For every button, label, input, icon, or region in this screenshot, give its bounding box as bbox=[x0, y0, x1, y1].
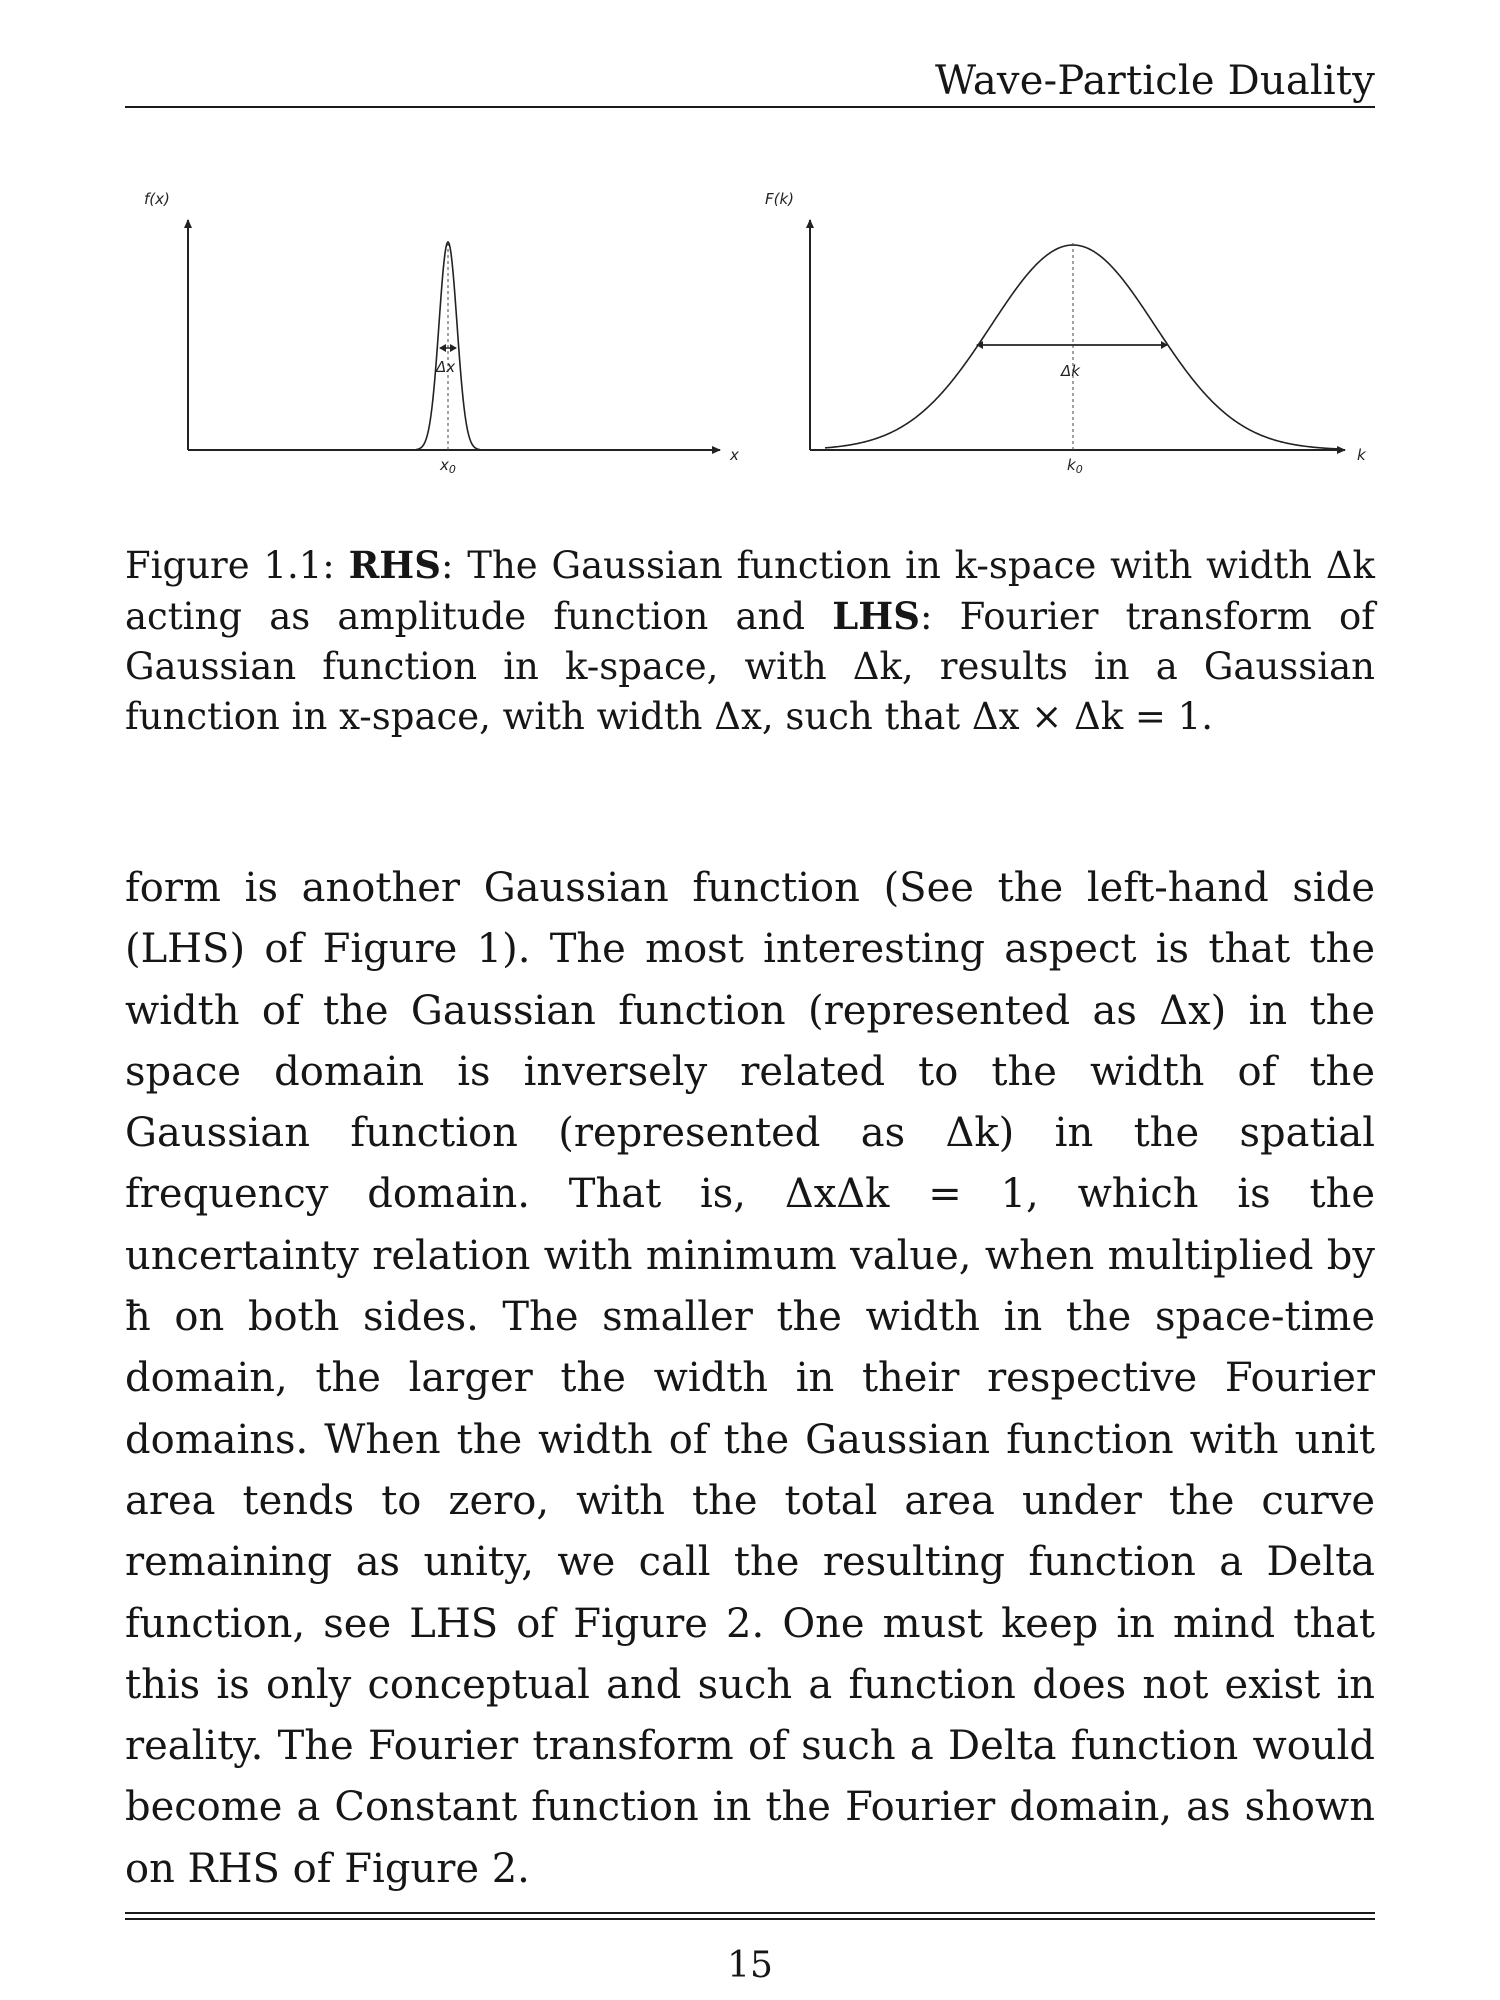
figure-caption bbox=[125, 540, 1375, 742]
right-y-label: F(k) bbox=[765, 190, 795, 208]
left-x-label: x bbox=[730, 446, 739, 464]
footer-rule-top bbox=[125, 1912, 1375, 1914]
right-center-label: $k_0$ bbox=[1067, 456, 1083, 476]
body-text bbox=[125, 858, 1375, 1900]
header-rule bbox=[125, 106, 1375, 108]
right-x-label: k bbox=[1357, 446, 1366, 464]
caption-prefix: Figure 1.1: bbox=[125, 544, 335, 587]
caption-lhs-text: : Fourier transform of Gaussian function in k-space, with Δk, results in a Gaussian function in x-space, with width Δx, such that Δx × Δk = 1. bbox=[125, 595, 1375, 738]
right-width-label: Δk bbox=[1061, 362, 1080, 380]
left-center-label: $x_0$ bbox=[440, 456, 456, 476]
footer-rule-bottom bbox=[125, 1918, 1375, 1920]
right-plot-Fk bbox=[765, 180, 1385, 490]
left-gaussian-curve bbox=[188, 242, 715, 450]
caption-lhs-label: LHS bbox=[832, 594, 920, 638]
left-width-label: Δx bbox=[436, 358, 456, 376]
left-y-label: f(x) bbox=[144, 190, 170, 208]
page-number: 15 bbox=[727, 1945, 773, 1986]
body-paragraph: form is another Gaussian function (See the left-hand side (LHS) of Figure 1). The most interesting aspect is that the width of the Gaussian function (represented as Δx) in the space domain is inversely related to the width of the Gaussian function (represented as Δk) in the spatial frequency domain. That is, ΔxΔk = 1, which is the uncertainty relation with minimum value, when multiplied by ħ on both sides. The smaller the width in the space-time domain, the larger the width in their respective Fourier domains. When the width of the Gaussian function with unit area tends to zero, with the total area under the curve remaining as unity, we call the resulting function a Delta function, see LHS of Figure 2. One must keep in mind that this is only conceptual and such a function does not exist in reality. The Fourier transform of such a Delta function would become a Constant function in the Fourier domain, as shown on RHS of Figure 2. bbox=[125, 865, 1375, 1892]
right-gaussian-curve bbox=[825, 245, 1340, 449]
caption-rhs-label: RHS bbox=[348, 543, 441, 587]
left-plot-fx bbox=[140, 180, 750, 490]
running-title: Wave-Particle Duality bbox=[935, 58, 1375, 104]
caption-rhs-text: : The Gaussian function in k-space with width Δk acting as amplitude function and bbox=[125, 544, 1375, 638]
